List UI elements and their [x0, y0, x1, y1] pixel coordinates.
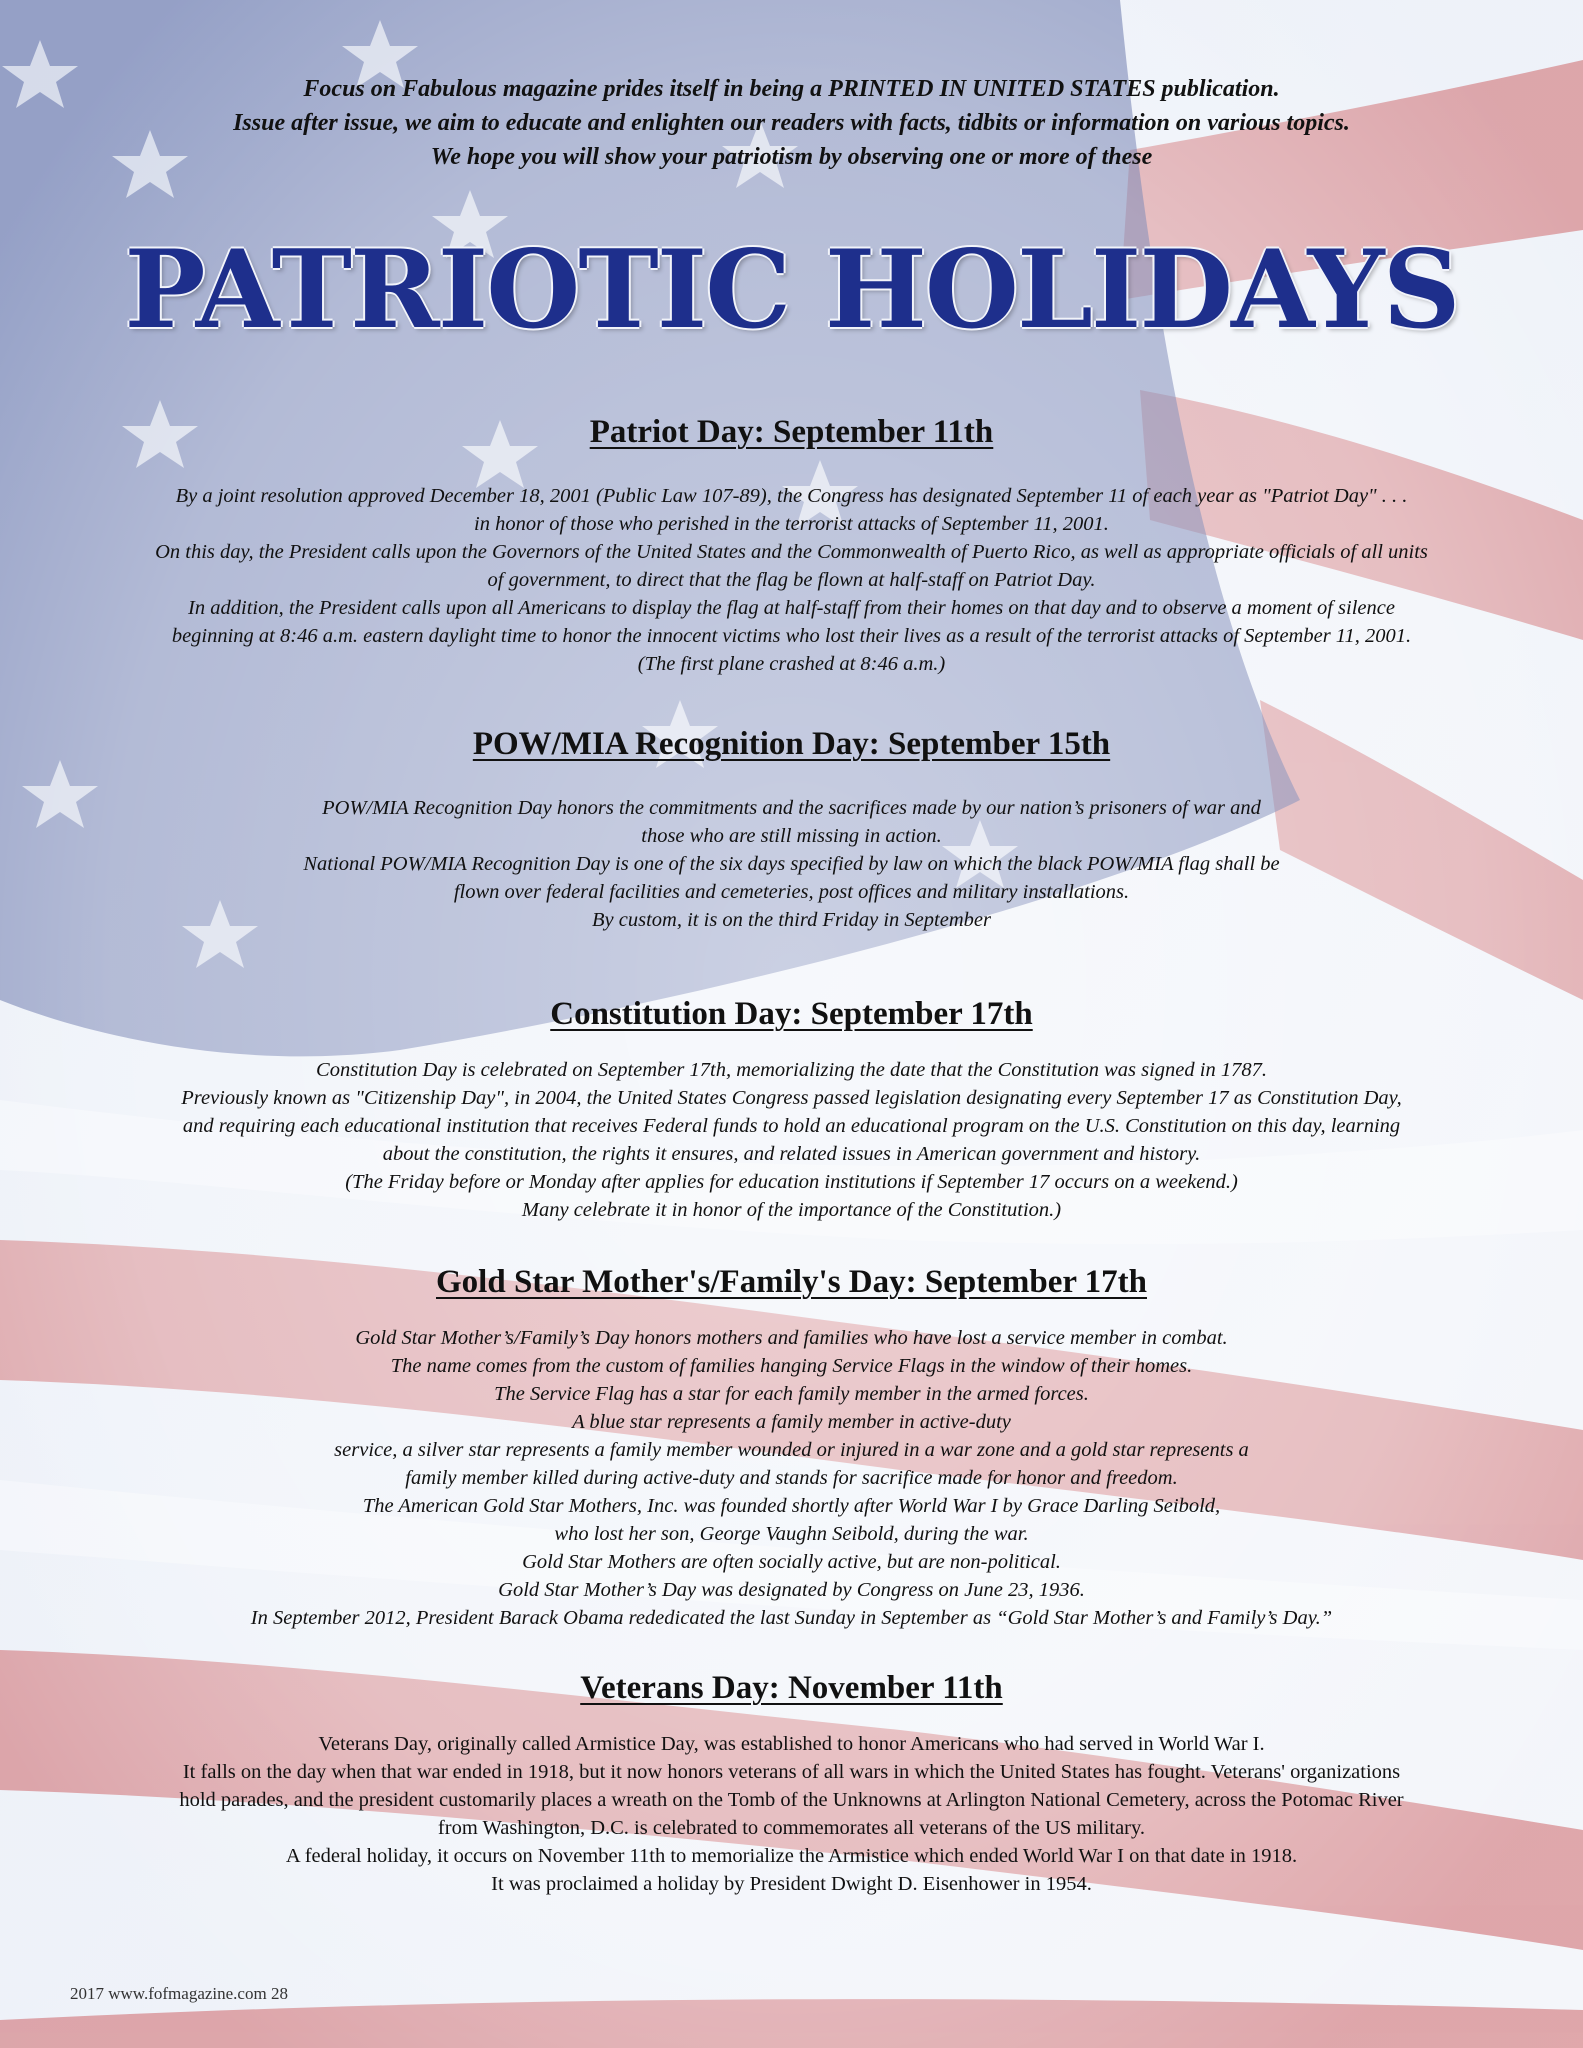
- body-line: about the constitution, the rights it ensures, and related issues in American government and history.: [382, 1143, 1201, 1165]
- body-line: hold parades, and the president customarily places a wreath on the Tomb of the Unknowns at Arlington National Cemetery, across the Potomac River: [179, 1789, 1404, 1811]
- body-line: in honor of those who perished in the terrorist attacks of September 11, 2001.: [474, 513, 1109, 535]
- section-body: [60, 1324, 1523, 1632]
- body-line: A federal holiday, it occurs on November 11th to memorialize the Armistice which ended World War I on that date in 1918.: [285, 1845, 1298, 1867]
- section-heading: Gold Star Mother's/Family's Day: September 17th: [436, 1264, 1147, 1300]
- body-line: The Service Flag has a star for each family member in the armed forces.: [494, 1383, 1089, 1405]
- body-line: On this day, the President calls upon the Governors of the United States and the Commonwealth of Puerto Rico, as well as appropriate officials of all units: [155, 541, 1428, 563]
- page-footer: 2017 www.fofmagazine.com 28: [70, 1984, 288, 2003]
- section-heading: Constitution Day: September 17th: [550, 996, 1033, 1032]
- section-body: [60, 1056, 1523, 1224]
- body-line: (The Friday before or Monday after applies for education institutions if September 17 occurs on a weekend.): [345, 1171, 1238, 1193]
- body-line: POW/MIA Recognition Day honors the commitments and the sacrifices made by our nation’s prisoners of war and: [322, 797, 1261, 819]
- body-line: In addition, the President calls upon all Americans to display the flag at half-staff from their homes on that day and to observe a moment of silence: [188, 597, 1395, 619]
- body-line: Gold Star Mothers are often socially active, but are non-political.: [522, 1551, 1061, 1573]
- body-line: and requiring each educational institution that receives Federal funds to hold an educational program on the U.S. Constitution on this day, learning: [182, 1115, 1401, 1137]
- section-constitution-day: [60, 994, 1523, 1224]
- section-heading: POW/MIA Recognition Day: September 15th: [472, 726, 1111, 762]
- body-line: from Washington, D.C. is celebrated to commemorates all veterans of the US military.: [437, 1817, 1146, 1839]
- section-veterans-day: [60, 1668, 1523, 1898]
- body-line: A blue star represents a family member in active-duty: [572, 1411, 1011, 1433]
- body-line: By custom, it is on the third Friday in September: [592, 909, 991, 931]
- body-line: In September 2012, President Barack Obama rededicated the last Sunday in September as “Gold Star Mother’s and Family’s Day.”: [250, 1607, 1333, 1629]
- body-line: Constitution Day is celebrated on September 17th, memorializing the date that the Constitution was signed in 1787.: [316, 1059, 1267, 1081]
- body-line: Gold Star Mother’s/Family’s Day honors mothers and families who have lost a service member in combat.: [355, 1327, 1228, 1349]
- intro-line: Focus on Fabulous magazine prides itself in being a PRINTED IN UNITED STATES publication.: [303, 76, 1280, 102]
- body-line: those who are still missing in action.: [641, 825, 942, 847]
- body-line: The American Gold Star Mothers, Inc. was founded shortly after World War I by Grace Darling Seibold,: [362, 1495, 1221, 1517]
- body-line: of government, to direct that the flag be flown at half-staff on Patriot Day.: [487, 569, 1096, 591]
- section-body: [60, 482, 1523, 678]
- section-body: [60, 1730, 1523, 1898]
- section-heading: Patriot Day: September 11th: [589, 414, 994, 450]
- body-line: (The first plane crashed at 8:46 a.m.): [637, 653, 946, 675]
- body-line: National POW/MIA Recognition Day is one of the six days specified by law on which the black POW/MIA flag shall be: [303, 853, 1280, 875]
- body-line: It falls on the day when that war ended in 1918, but it now honors veterans of all wars in which the United States has fought. Veterans' organizations: [182, 1761, 1401, 1783]
- body-line: Previously known as "Citizenship Day", in 2004, the United States Congress passed legislation designating every September 17 as Constitution Day,: [181, 1087, 1402, 1109]
- intro-line: We hope you will show your patriotism by observing one or more of these: [430, 144, 1153, 170]
- body-line: beginning at 8:46 a.m. eastern daylight time to honor the innocent victims who lost their lives as a result of the terrorist attacks of September 11, 2001.: [171, 625, 1412, 647]
- body-line: who lost her son, George Vaughn Seibold, during the war.: [554, 1523, 1029, 1545]
- body-line: Veterans Day, originally called Armistice Day, was established to honor Americans who had served in World War I.: [318, 1733, 1265, 1755]
- intro-paragraph: [80, 72, 1503, 174]
- body-line: Many celebrate it in honor of the importance of the Constitution.): [521, 1199, 1062, 1221]
- body-line: The name comes from the custom of families hanging Service Flags in the window of their homes.: [390, 1355, 1193, 1377]
- page-title: PATRIOTIC HOLIDAYS: [124, 227, 1459, 353]
- body-line: It was proclaimed a holiday by President Dwight D. Eisenhower in 1954.: [491, 1873, 1092, 1895]
- section-body: [60, 794, 1523, 934]
- section-gold-star-day: [60, 1262, 1523, 1632]
- section-heading: Veterans Day: November 11th: [580, 1670, 1003, 1706]
- section-patriot-day: [60, 412, 1523, 678]
- intro-line: Issue after issue, we aim to educate and enlighten our readers with facts, tidbits or information on various topics.: [233, 110, 1350, 136]
- body-line: family member killed during active-duty and stands for sacrifice made for honor and freedom.: [405, 1467, 1178, 1489]
- body-line: flown over federal facilities and cemeteries, post offices and military installations.: [453, 881, 1130, 903]
- body-line: Gold Star Mother’s Day was designated by Congress on June 23, 1936.: [498, 1579, 1085, 1601]
- body-line: By a joint resolution approved December 18, 2001 (Public Law 107-89), the Congress has designated September 11 of each year as "Patriot Day" . . .: [175, 485, 1408, 507]
- section-pow-mia-day: [60, 724, 1523, 934]
- body-line: service, a silver star represents a family member wounded or injured in a war zone and a gold star represents a: [334, 1439, 1249, 1461]
